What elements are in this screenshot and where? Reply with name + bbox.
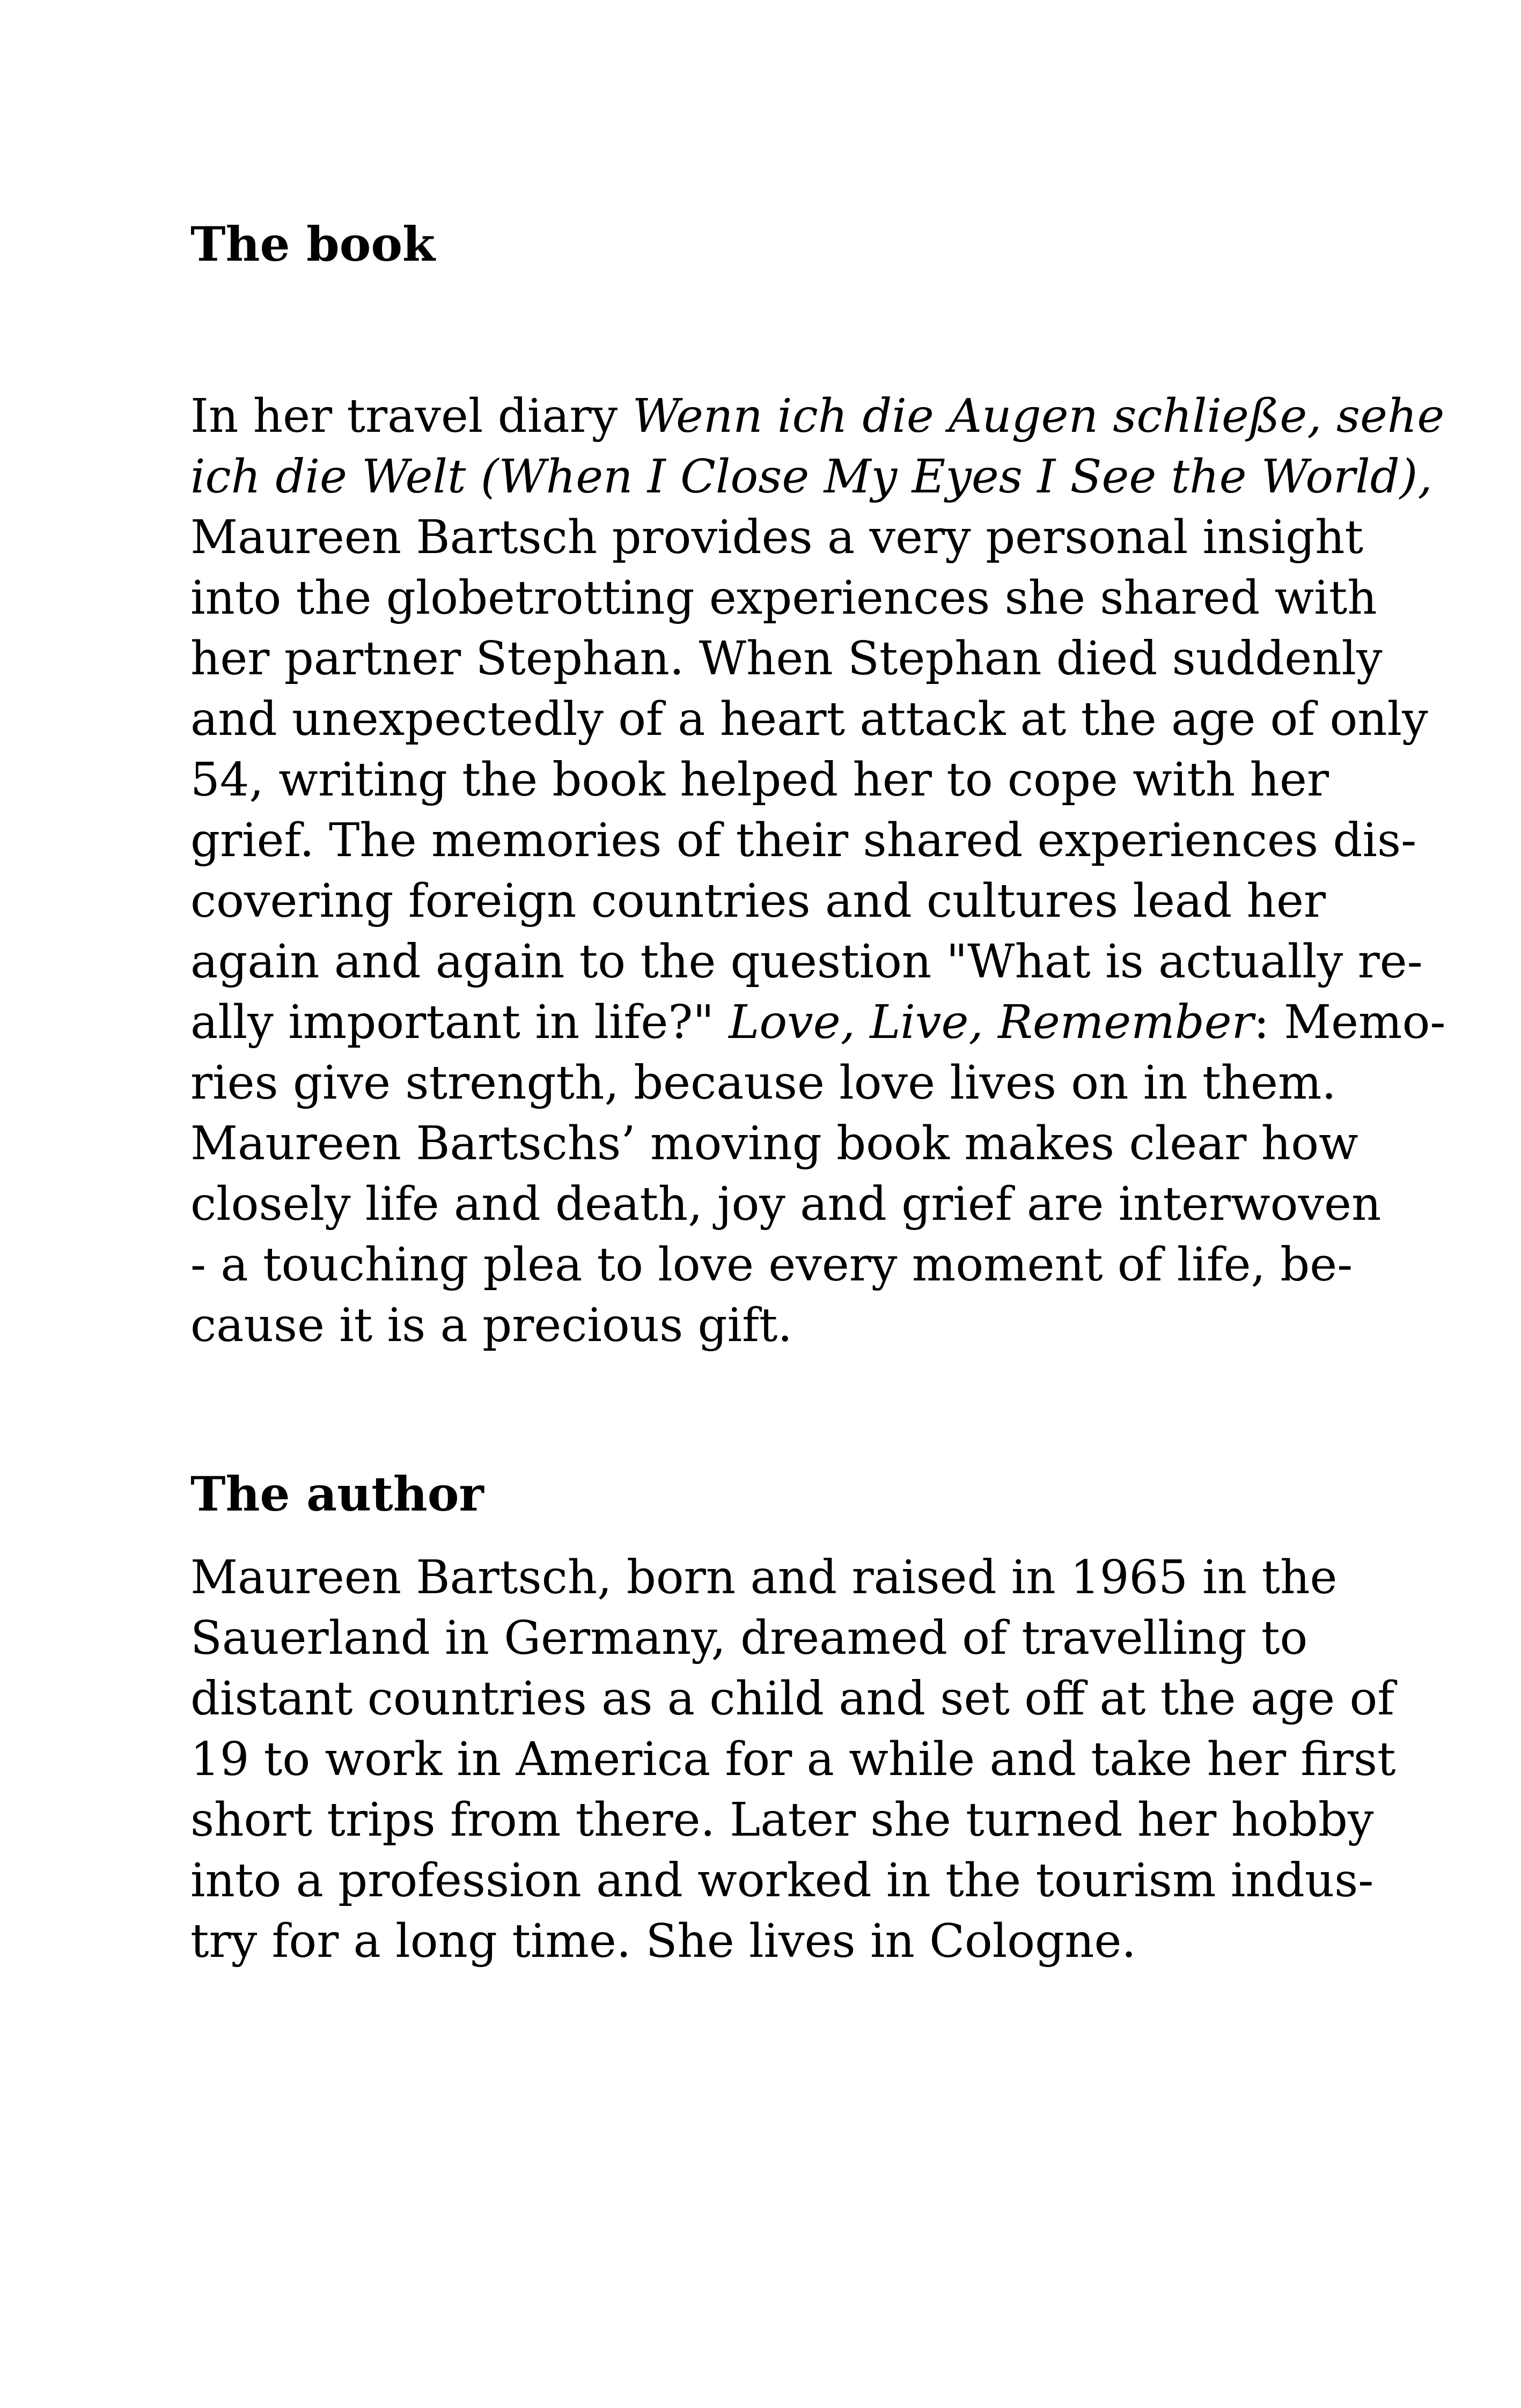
book-line: ich die Welt (When I Close My Eyes I See the World),	[190, 450, 1432, 504]
book-line: - a touching plea to love every moment of life, be-	[190, 1238, 1353, 1292]
book-line: ally important in life?" Love, Live, Remember: Memo-	[190, 996, 1446, 1049]
book-line: Maureen Bartschs’ moving book makes clear how	[190, 1117, 1358, 1170]
author-line: Maureen Bartsch, born and raised in 1965 in the	[190, 1551, 1338, 1604]
book-heading: The book	[190, 216, 435, 272]
author-line: short trips from there. Later she turned her hobby	[190, 1793, 1374, 1847]
book-line: closely life and death, joy and grief are interwoven	[190, 1177, 1382, 1231]
book-line: covering foreign countries and cultures lead her	[190, 874, 1326, 928]
author-line: distant countries as a child and set off at the age of	[190, 1672, 1395, 1726]
book-line: ries give strength, because love lives on in them.	[190, 1056, 1336, 1110]
book-line: 54, writing the book helped her to cope with her	[190, 753, 1329, 807]
book-description	[190, 386, 1446, 1356]
book-line: into the globetrotting experiences she shared with	[190, 571, 1377, 625]
author-line: into a profession and worked in the tourism indus-	[190, 1854, 1374, 1908]
author-line: 19 to work in America for a while and take her first	[190, 1733, 1396, 1786]
author-line: Sauerland in Germany, dreamed of travelling to	[190, 1611, 1308, 1665]
book-line: Maureen Bartsch provides a very personal insight	[190, 511, 1364, 564]
author-line: try for a long time. She lives in Cologne.	[190, 1914, 1136, 1968]
book-line: and unexpectedly of a heart attack at the age of only	[190, 693, 1428, 746]
book-line: again and again to the question "What is actually re-	[190, 935, 1423, 989]
author-description	[190, 1548, 1396, 1972]
book-line: In her travel diary Wenn ich die Augen schließe, sehe	[190, 389, 1445, 443]
book-line: cause it is a precious gift.	[190, 1299, 792, 1352]
book-line: grief. The memories of their shared experiences dis-	[190, 814, 1417, 867]
author-heading: The author	[190, 1466, 484, 1522]
book-line: her partner Stephan. When Stephan died suddenly	[190, 632, 1383, 686]
